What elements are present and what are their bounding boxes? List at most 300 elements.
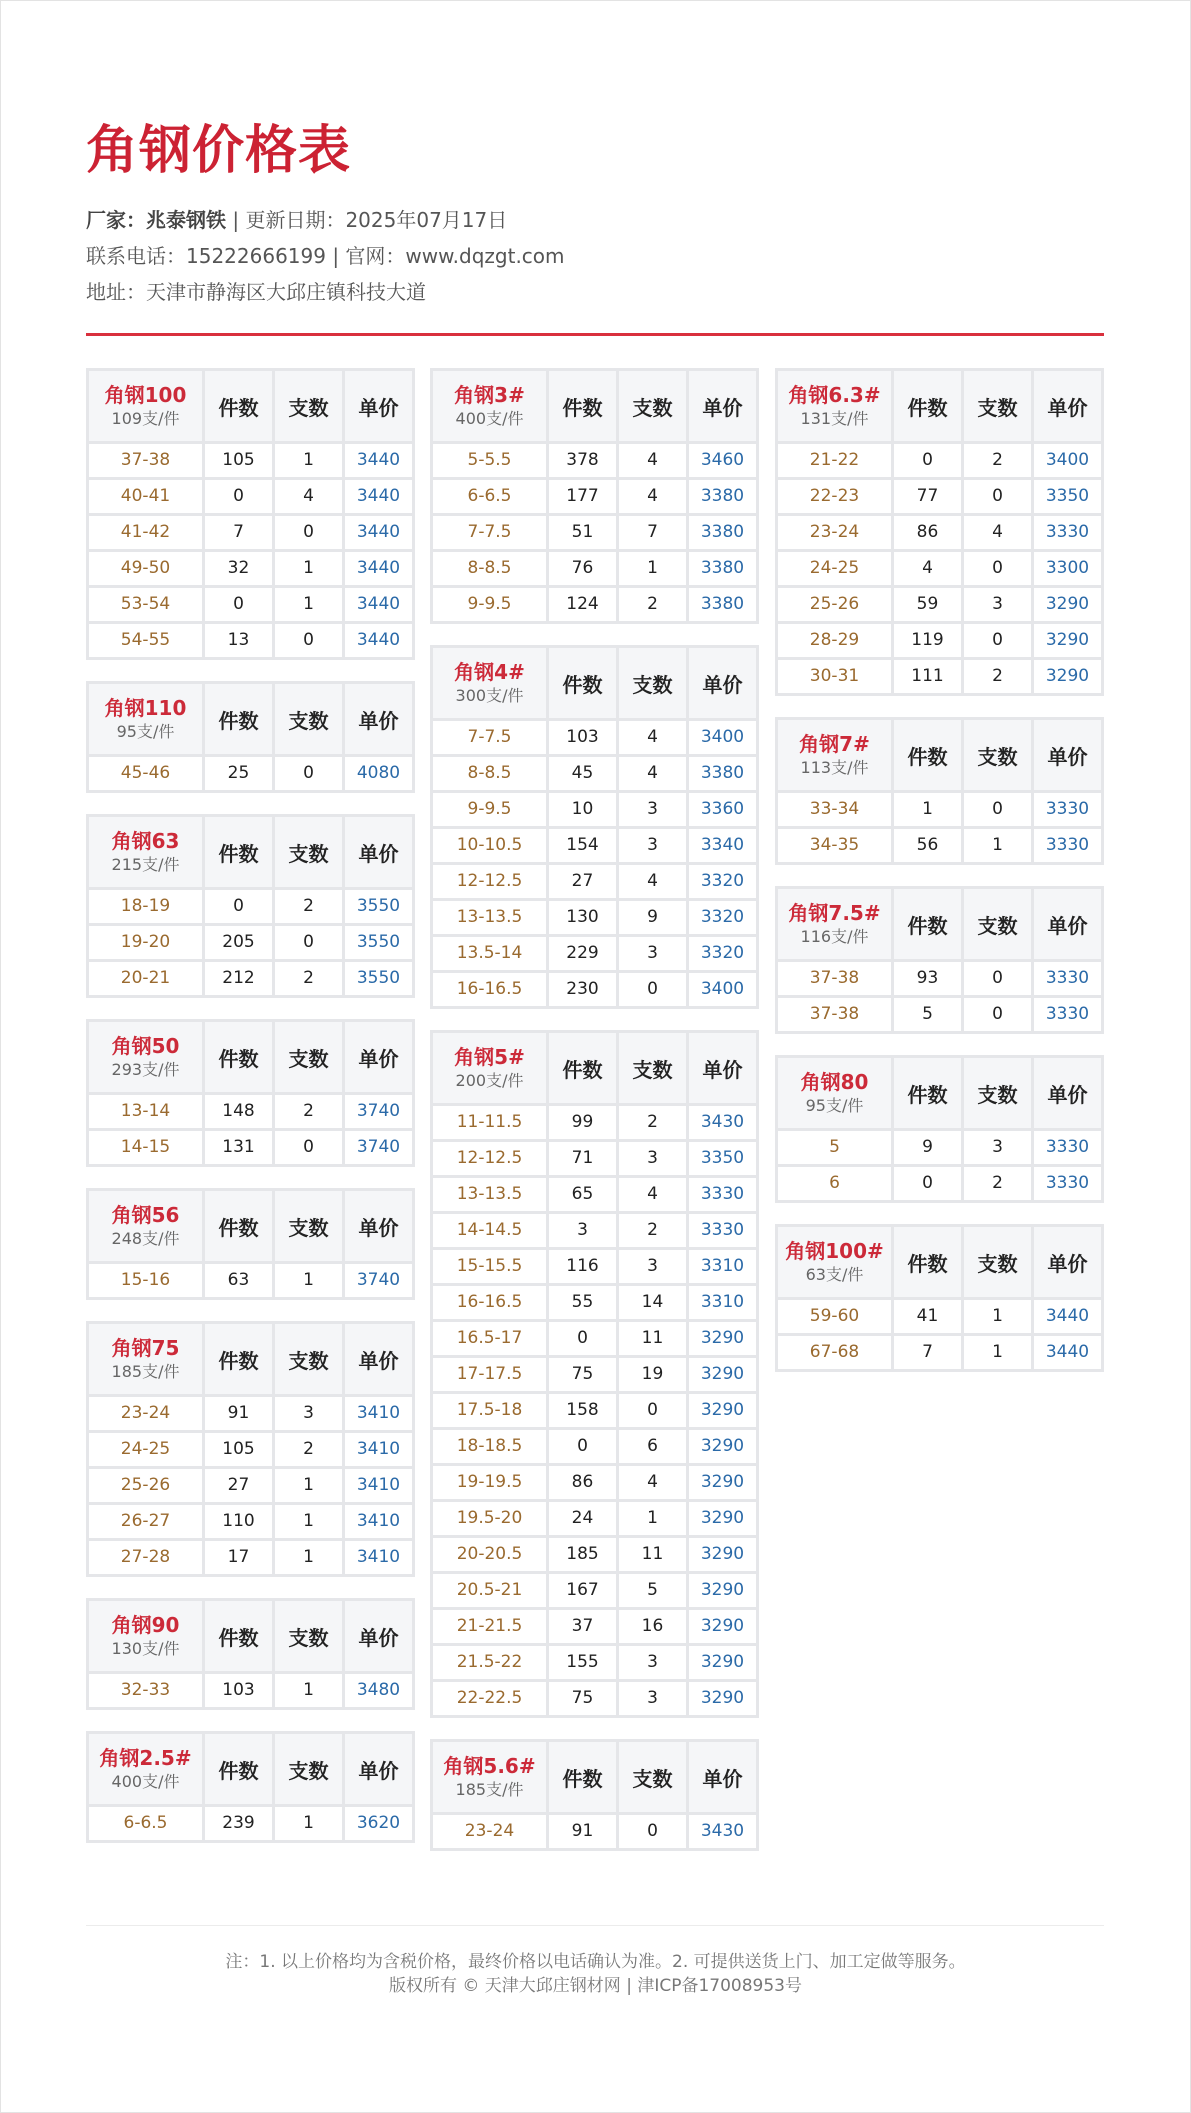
spec-cell: 16-16.5 <box>433 1286 546 1319</box>
price-table-body <box>433 1815 756 1848</box>
spec-cell: 8-8.5 <box>433 757 546 790</box>
count-cell: 5 <box>619 1574 686 1607</box>
spec-cell: 37-38 <box>778 998 891 1031</box>
header-row <box>778 1227 1101 1297</box>
table-row <box>778 998 1101 1031</box>
price-table-head <box>89 817 412 887</box>
col-header-count: 支数 <box>275 371 342 441</box>
pieces-cell: 177 <box>549 480 616 513</box>
count-cell: 1 <box>275 588 342 621</box>
count-cell: 1 <box>619 552 686 585</box>
spec-cell: 14-14.5 <box>433 1214 546 1247</box>
price-cell: 3410 <box>345 1433 412 1466</box>
price-table-body <box>89 1095 412 1164</box>
spec-cell: 37-38 <box>89 444 202 477</box>
spec-cell: 53-54 <box>89 588 202 621</box>
spec-cell: 33-34 <box>778 793 891 826</box>
price-cell: 3410 <box>345 1469 412 1502</box>
pieces-per-bundle: 113支/件 <box>800 757 869 777</box>
pieces-per-bundle: 185支/件 <box>455 1779 524 1799</box>
maker-info <box>86 206 507 234</box>
col-header-pieces: 件数 <box>205 1191 272 1261</box>
count-cell: 1 <box>275 1807 342 1840</box>
table-row <box>433 1815 756 1848</box>
spec-cell: 13.5-14 <box>433 937 546 970</box>
table-row <box>89 1397 412 1430</box>
spec-cell: 32-33 <box>89 1674 202 1707</box>
pieces-cell: 71 <box>549 1142 616 1175</box>
count-cell: 3 <box>964 1131 1031 1164</box>
pieces-cell: 0 <box>549 1430 616 1463</box>
spec-cell: 17-17.5 <box>433 1358 546 1391</box>
price-cell: 3400 <box>689 973 756 1006</box>
price-cell: 3380 <box>689 588 756 621</box>
spec-cell: 19-19.5 <box>433 1466 546 1499</box>
spec-cell: 23-24 <box>89 1397 202 1430</box>
pieces-cell: 56 <box>894 829 961 862</box>
price-table-head <box>89 1601 412 1671</box>
product-name: 角钢90 <box>111 1612 180 1637</box>
header-row <box>89 817 412 887</box>
spec-cell: 59-60 <box>778 1300 891 1333</box>
col-header-count: 支数 <box>964 1227 1031 1297</box>
price-cell: 3440 <box>345 516 412 549</box>
spec-cell: 49-50 <box>89 552 202 585</box>
table-row <box>433 1106 756 1139</box>
table-row <box>433 973 756 1006</box>
price-table <box>86 1598 415 1710</box>
price-cell: 3380 <box>689 480 756 513</box>
count-cell: 0 <box>964 480 1031 513</box>
count-cell: 0 <box>275 624 342 657</box>
address-line: 地址：天津市静海区大邱庄镇科技大道 <box>86 280 426 304</box>
table-row <box>89 1433 412 1466</box>
count-cell: 2 <box>275 1433 342 1466</box>
count-cell: 4 <box>619 1466 686 1499</box>
table-row <box>89 516 412 549</box>
table-row <box>433 1574 756 1607</box>
count-cell: 2 <box>619 1106 686 1139</box>
count-cell: 0 <box>964 624 1031 657</box>
count-cell: 2 <box>964 660 1031 693</box>
table-row <box>433 480 756 513</box>
count-cell: 4 <box>619 865 686 898</box>
count-cell: 2 <box>275 1095 342 1128</box>
pieces-cell: 0 <box>549 1322 616 1355</box>
price-table-head <box>89 371 412 441</box>
count-cell: 0 <box>964 552 1031 585</box>
table-row <box>89 1095 412 1128</box>
footer-note: 注：1. 以上价格均为含税价格，最终价格以电话确认为准。2. 可提供送货上门、加工定做等服务。 <box>225 1952 966 1972</box>
col-header-price: 单价 <box>1034 371 1101 441</box>
pieces-cell: 0 <box>894 1167 961 1200</box>
price-cell: 3430 <box>689 1815 756 1848</box>
spec-cell: 13-14 <box>89 1095 202 1128</box>
col-header-pieces: 件数 <box>549 371 616 441</box>
price-cell: 3440 <box>1034 1300 1101 1333</box>
spec-cell: 22-23 <box>778 480 891 513</box>
count-cell: 0 <box>619 1815 686 1848</box>
spec-cell: 6-6.5 <box>89 1807 202 1840</box>
table-row <box>89 926 412 959</box>
count-cell: 3 <box>619 1682 686 1715</box>
price-cell: 3360 <box>689 793 756 826</box>
pieces-cell: 37 <box>549 1610 616 1643</box>
pieces-cell: 27 <box>205 1469 272 1502</box>
header-row <box>89 1022 412 1092</box>
price-cell: 3440 <box>345 552 412 585</box>
table-row <box>433 793 756 826</box>
pieces-cell: 91 <box>549 1815 616 1848</box>
product-name-cell <box>433 1033 546 1103</box>
price-table-body <box>433 721 756 1006</box>
count-cell: 11 <box>619 1322 686 1355</box>
price-table-head <box>778 1058 1101 1128</box>
product-name-cell <box>778 1058 891 1128</box>
count-cell: 1 <box>275 1505 342 1538</box>
col-header-count: 支数 <box>619 1742 686 1812</box>
col-header-price: 单价 <box>345 817 412 887</box>
price-cell: 3330 <box>1034 962 1101 995</box>
product-name-cell <box>433 371 546 441</box>
pieces-cell: 51 <box>549 516 616 549</box>
col-header-count: 支数 <box>619 371 686 441</box>
price-table-head <box>89 1734 412 1804</box>
product-name: 角钢100# <box>785 1238 884 1263</box>
count-cell: 16 <box>619 1610 686 1643</box>
col-header-price: 单价 <box>345 1734 412 1804</box>
table-row <box>433 444 756 477</box>
spec-cell: 14-15 <box>89 1131 202 1164</box>
header-row <box>89 1324 412 1394</box>
product-name: 角钢80 <box>800 1069 869 1094</box>
col-header-price: 单价 <box>689 648 756 718</box>
product-name: 角钢3# <box>454 382 525 407</box>
header-row <box>89 1734 412 1804</box>
price-cell: 3620 <box>345 1807 412 1840</box>
header-row <box>778 720 1101 790</box>
update-date: | 更新日期：2025年07月17日 <box>226 208 508 232</box>
pieces-cell: 27 <box>549 865 616 898</box>
spec-cell: 13-13.5 <box>433 1178 546 1211</box>
pieces-cell: 103 <box>549 721 616 754</box>
col-header-price: 单价 <box>1034 889 1101 959</box>
header-row <box>433 371 756 441</box>
table-row <box>89 1264 412 1297</box>
spec-cell: 26-27 <box>89 1505 202 1538</box>
count-cell: 14 <box>619 1286 686 1319</box>
price-cell: 3330 <box>689 1178 756 1211</box>
pieces-per-bundle: 95支/件 <box>116 721 175 741</box>
pieces-per-bundle: 400支/件 <box>455 408 524 428</box>
price-cell: 3380 <box>689 757 756 790</box>
price-cell: 3310 <box>689 1286 756 1319</box>
pieces-cell: 378 <box>549 444 616 477</box>
price-table-body <box>433 1106 756 1715</box>
count-cell: 4 <box>275 480 342 513</box>
product-name: 角钢5.6# <box>443 1753 536 1778</box>
price-column-3 <box>775 368 1104 1393</box>
count-cell: 1 <box>275 1264 342 1297</box>
pieces-cell: 25 <box>205 757 272 790</box>
price-table-head <box>89 1022 412 1092</box>
table-row <box>433 1178 756 1211</box>
price-table-body <box>89 757 412 790</box>
col-header-count: 支数 <box>275 1734 342 1804</box>
spec-cell: 25-26 <box>89 1469 202 1502</box>
pieces-per-bundle: 215支/件 <box>111 854 180 874</box>
spec-cell: 20.5-21 <box>433 1574 546 1607</box>
pieces-cell: 185 <box>549 1538 616 1571</box>
price-cell: 3400 <box>689 721 756 754</box>
price-cell: 3290 <box>689 1322 756 1355</box>
product-name-cell <box>89 1191 202 1261</box>
count-cell: 2 <box>275 890 342 923</box>
price-table-body <box>89 1807 412 1840</box>
pieces-cell: 10 <box>549 793 616 826</box>
col-header-price: 单价 <box>345 1601 412 1671</box>
count-cell: 3 <box>619 937 686 970</box>
count-cell: 1 <box>275 444 342 477</box>
product-name: 角钢100 <box>104 382 187 407</box>
pieces-cell: 116 <box>549 1250 616 1283</box>
price-cell: 3330 <box>1034 793 1101 826</box>
price-cell: 4080 <box>345 757 412 790</box>
price-table <box>86 1731 415 1843</box>
price-table <box>430 368 759 624</box>
table-row <box>778 588 1101 621</box>
price-table <box>86 1321 415 1577</box>
price-cell: 3380 <box>689 552 756 585</box>
col-header-pieces: 件数 <box>205 1022 272 1092</box>
pieces-cell: 148 <box>205 1095 272 1128</box>
count-cell: 0 <box>275 757 342 790</box>
price-cell: 3410 <box>345 1397 412 1430</box>
spec-cell: 13-13.5 <box>433 901 546 934</box>
spec-cell: 30-31 <box>778 660 891 693</box>
pieces-cell: 59 <box>894 588 961 621</box>
count-cell: 3 <box>619 793 686 826</box>
price-cell: 3430 <box>689 1106 756 1139</box>
price-table-body <box>89 890 412 995</box>
table-row <box>778 552 1101 585</box>
pieces-cell: 91 <box>205 1397 272 1430</box>
pieces-cell: 41 <box>894 1300 961 1333</box>
table-row <box>778 1167 1101 1200</box>
spec-cell: 6 <box>778 1167 891 1200</box>
table-row <box>433 516 756 549</box>
col-header-pieces: 件数 <box>205 371 272 441</box>
spec-cell: 11-11.5 <box>433 1106 546 1139</box>
price-cell: 3350 <box>689 1142 756 1175</box>
product-name-cell <box>89 371 202 441</box>
price-cell: 3320 <box>689 865 756 898</box>
price-table-head <box>778 371 1101 441</box>
count-cell: 3 <box>619 829 686 862</box>
price-table <box>430 645 759 1009</box>
price-table-head <box>778 889 1101 959</box>
price-cell: 3290 <box>1034 660 1101 693</box>
pieces-cell: 0 <box>205 480 272 513</box>
pieces-per-bundle: 131支/件 <box>800 408 869 428</box>
table-row <box>89 552 412 585</box>
table-row <box>433 1430 756 1463</box>
col-header-price: 单价 <box>345 1022 412 1092</box>
header-row <box>433 1742 756 1812</box>
table-row <box>433 1322 756 1355</box>
col-header-pieces: 件数 <box>205 684 272 754</box>
price-table <box>86 814 415 998</box>
table-row <box>778 480 1101 513</box>
price-table <box>775 1224 1104 1372</box>
col-header-count: 支数 <box>275 1191 342 1261</box>
count-cell: 11 <box>619 1538 686 1571</box>
spec-cell: 10-10.5 <box>433 829 546 862</box>
count-cell: 2 <box>964 1167 1031 1200</box>
pieces-cell: 167 <box>549 1574 616 1607</box>
spec-cell: 54-55 <box>89 624 202 657</box>
product-name-cell <box>778 889 891 959</box>
price-cell: 3330 <box>1034 516 1101 549</box>
col-header-count: 支数 <box>964 371 1031 441</box>
product-name-cell <box>778 1227 891 1297</box>
price-table <box>430 1030 759 1718</box>
spec-cell: 12-12.5 <box>433 1142 546 1175</box>
spec-cell: 34-35 <box>778 829 891 862</box>
price-cell: 3290 <box>689 1538 756 1571</box>
price-cell: 3290 <box>689 1394 756 1427</box>
price-table <box>775 368 1104 696</box>
price-cell: 3290 <box>1034 588 1101 621</box>
spec-cell: 24-25 <box>89 1433 202 1466</box>
table-row <box>433 1358 756 1391</box>
count-cell: 0 <box>964 793 1031 826</box>
count-cell: 3 <box>275 1397 342 1430</box>
spec-cell: 22-22.5 <box>433 1682 546 1715</box>
pieces-cell: 158 <box>549 1394 616 1427</box>
header-divider <box>86 333 1104 336</box>
pieces-cell: 86 <box>549 1466 616 1499</box>
count-cell: 4 <box>964 516 1031 549</box>
pieces-cell: 212 <box>205 962 272 995</box>
price-cell: 3740 <box>345 1095 412 1128</box>
pieces-cell: 229 <box>549 937 616 970</box>
table-row <box>89 1131 412 1164</box>
price-cell: 3440 <box>345 624 412 657</box>
col-header-price: 单价 <box>345 1324 412 1394</box>
price-table-body <box>89 444 412 657</box>
product-name: 角钢6.3# <box>788 382 881 407</box>
col-header-pieces: 件数 <box>549 1742 616 1812</box>
table-row <box>433 552 756 585</box>
table-row <box>89 480 412 513</box>
col-header-price: 单价 <box>1034 1227 1101 1297</box>
price-table-head <box>433 1033 756 1103</box>
count-cell: 0 <box>964 962 1031 995</box>
price-cell: 3550 <box>345 890 412 923</box>
count-cell: 4 <box>619 480 686 513</box>
pieces-cell: 93 <box>894 962 961 995</box>
table-row <box>778 624 1101 657</box>
pieces-cell: 0 <box>894 444 961 477</box>
spec-cell: 5 <box>778 1131 891 1164</box>
product-name: 角钢2.5# <box>99 1745 192 1770</box>
pieces-cell: 119 <box>894 624 961 657</box>
col-header-pieces: 件数 <box>894 1058 961 1128</box>
price-table <box>430 1739 759 1851</box>
col-header-price: 单价 <box>1034 720 1101 790</box>
table-row <box>89 890 412 923</box>
count-cell: 3 <box>619 1646 686 1679</box>
table-row <box>89 757 412 790</box>
price-column-2 <box>430 368 759 1872</box>
count-cell: 0 <box>619 973 686 1006</box>
price-table-head <box>433 648 756 718</box>
price-cell: 3290 <box>689 1610 756 1643</box>
col-header-pieces: 件数 <box>894 1227 961 1297</box>
price-cell: 3460 <box>689 444 756 477</box>
pieces-per-bundle: 200支/件 <box>455 1070 524 1090</box>
header-row <box>89 1191 412 1261</box>
count-cell: 0 <box>275 926 342 959</box>
spec-cell: 7-7.5 <box>433 516 546 549</box>
product-name-cell <box>433 1742 546 1812</box>
spec-cell: 28-29 <box>778 624 891 657</box>
price-cell: 3380 <box>689 516 756 549</box>
product-name: 角钢63 <box>111 828 180 853</box>
spec-cell: 23-24 <box>433 1815 546 1848</box>
count-cell: 3 <box>964 588 1031 621</box>
spec-cell: 41-42 <box>89 516 202 549</box>
price-cell: 3290 <box>689 1466 756 1499</box>
price-cell: 3320 <box>689 901 756 934</box>
count-cell: 6 <box>619 1430 686 1463</box>
pieces-cell: 1 <box>894 793 961 826</box>
spec-cell: 67-68 <box>778 1336 891 1369</box>
table-row <box>778 1300 1101 1333</box>
product-name-cell <box>89 1601 202 1671</box>
count-cell: 0 <box>275 1131 342 1164</box>
pieces-per-bundle: 300支/件 <box>455 685 524 705</box>
pieces-cell: 45 <box>549 757 616 790</box>
col-header-pieces: 件数 <box>549 648 616 718</box>
col-header-count: 支数 <box>275 1324 342 1394</box>
count-cell: 0 <box>275 516 342 549</box>
col-header-count: 支数 <box>964 889 1031 959</box>
table-row <box>89 1469 412 1502</box>
price-cell: 3400 <box>1034 444 1101 477</box>
count-cell: 1 <box>275 1674 342 1707</box>
footer-copyright: 版权所有 © 天津大邱庄钢材网 | 津ICP备17008953号 <box>388 1976 802 1996</box>
count-cell: 3 <box>619 1142 686 1175</box>
table-row <box>433 1502 756 1535</box>
pieces-per-bundle: 109支/件 <box>111 408 180 428</box>
price-cell: 3290 <box>689 1430 756 1463</box>
pieces-cell: 0 <box>205 588 272 621</box>
pieces-per-bundle: 400支/件 <box>111 1771 180 1791</box>
price-table <box>775 886 1104 1034</box>
price-table-body <box>89 1397 412 1574</box>
price-cell: 3550 <box>345 962 412 995</box>
footer-divider <box>86 1925 1104 1926</box>
col-header-price: 单价 <box>345 1191 412 1261</box>
price-cell: 3550 <box>345 926 412 959</box>
price-cell: 3300 <box>1034 552 1101 585</box>
product-name: 角钢5# <box>454 1044 525 1069</box>
table-row <box>89 1674 412 1707</box>
col-header-pieces: 件数 <box>205 1324 272 1394</box>
header-row <box>89 684 412 754</box>
